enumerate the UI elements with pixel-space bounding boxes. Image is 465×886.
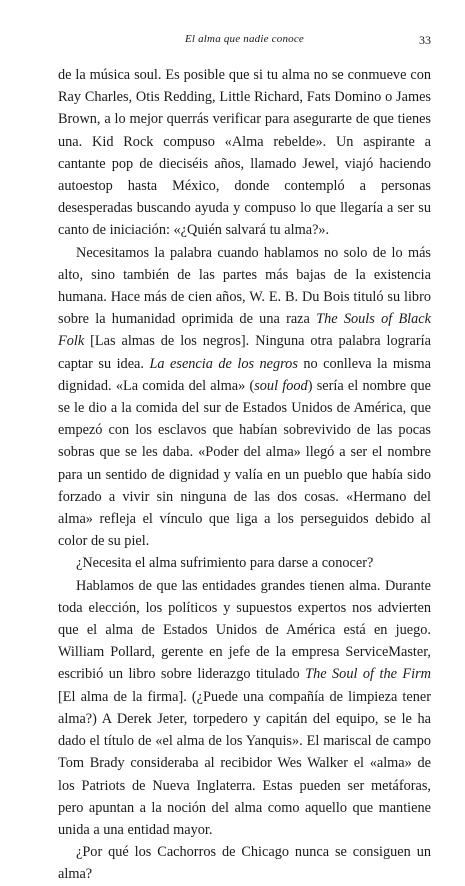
text-run: ) sería el nombre que se le dio a la comida del sur de Estados Unidos de América, que empezó con los esclavos que habían sobrevivido de las pocas sobras que se les daba. «Poder del alma» llegó a ser el nombre para un sentido de dignidad y valía en un pueblo que había sido forzado a vivir sin ninguna de las dos cosas. «Hermano del alma» refleja el vínculo que liga a los perseguidos debido al color de su piel. [58,377,431,550]
text-run: [Las almas de los negros]. Ninguna otra palabra lograría captar su idea. [58,333,431,372]
body-text [58,64,431,886]
text-run: Necesitamos la palabra cuando hablamos no solo de lo más alto, sino también de las partes más bajas de la existencia humana. Hace más de cien años, W. E. B. Du Bois tituló su libro sobre la humanidad oprimida de una raza [58,244,431,328]
paragraph-5 [58,841,431,885]
page-header [58,33,431,49]
italic-text: The Soul of the Firm [305,666,431,683]
paragraph-3 [58,552,431,574]
paragraph-1 [58,64,431,242]
text-run: ¿Necesita el alma sufrimiento para darse a conocer? [76,555,374,572]
italic-text: La esencia de los negros [149,355,298,372]
page-number: 33 [419,33,431,47]
text-run: [El alma de la firma]. (¿Puede una compañía de limpieza tener alma?) A Derek Jeter, torpedero y capitán del equipo, se le ha dado el título de «el alma de los Yanquis». El mariscal de campo Tom Brady consideraba al recibidor Wes Walker el «alma» de los Patriots de Nueva Inglaterra. Estas pueden ser metáforas, pero apuntan a la noción del alma como aquello que mantiene unida a una entidad mayor. [58,688,431,838]
running-head-title: El alma que nadie conoce [184,33,305,45]
paragraph-4 [58,575,431,841]
text-run: no conlleva la misma dignidad. «La comida del alma» ( [58,355,431,394]
text-run: Hablamos de que las entidades grandes tienen alma. Durante toda elección, los políticos y supuestos expertos nos advierten que el alma de Estados Unidos de América está en juego. William Pollard, gerente en jefe de la empresa ServiceMaster, escribió un libro sobre liderazgo titulado [58,577,431,683]
italic-text: The Souls of Black Folk [58,311,431,350]
text-run: ¿Por qué los Cachorros de Chicago nunca se consiguen un alma? [58,844,431,883]
italic-text: soul food [254,377,308,394]
paragraph-2 [58,242,431,553]
text-run: de la música soul. Es posible que si tu alma no se conmueve con Ray Charles, Otis Redding, Little Richard, Fats Domino o James Brown, a lo mejor querrás verificar para asegurarte de que tienes una. Kid Rock compuso «Alma rebelde». Un aspirante a cantante pop de dieciséis años, llamado Jewel, viajó haciendo autoestop hasta México, donde contempló a personas desesperadas buscando ayuda y compuso lo que llegaría a ser su canto de iniciación: «¿Quién salvará tu alma?». [58,67,431,239]
